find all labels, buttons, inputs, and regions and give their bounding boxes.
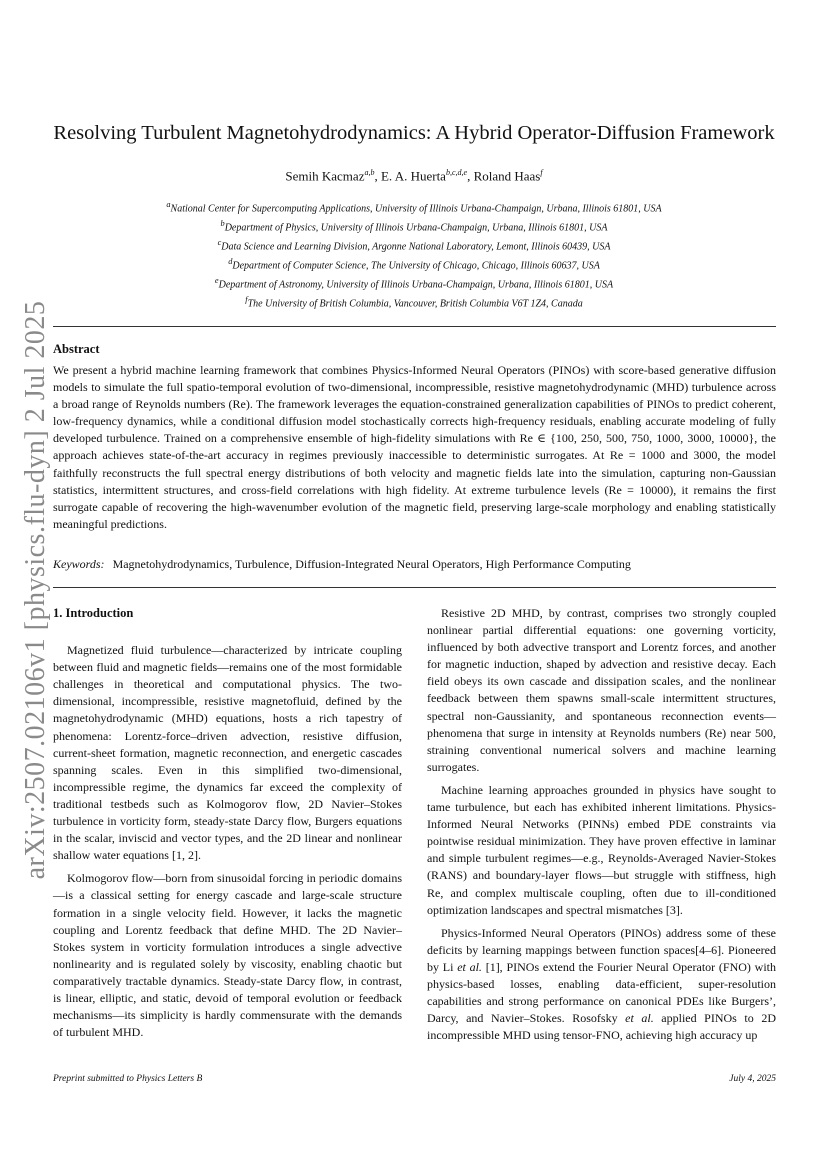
footer-journal: Preprint submitted to Physics Letters B [53, 1074, 203, 1084]
author-list [0, 168, 828, 184]
arxiv-identifier: arXiv:2507.02106v1 [physics.flu-dyn] 2 Jul 2025 [20, 300, 51, 880]
et-al-italic: et al. [457, 959, 482, 974]
intro-paragraph [427, 925, 776, 1045]
affiliation-text: The University of British Columbia, Vancouver, British Columbia V6T 1Z4, Canada [247, 297, 583, 309]
intro-paragraph: Kolmogorov flow—born from sinusoidal forcing in periodic domains—is a classical setting for energy cascade and large-scale structure formation in a single velocity field. However, it lacks the magnetic coupling and Lorentz feedback that define MHD. The 2D Navier–Stokes system in vorticity formulation introduces a single advective nonlinearity and is regulated solely by viscosity, enabling chaotic but comparatively tractable dynamics. Steady-state Darcy flow, in contrast, is linear, elliptic, and static, devoid of temporal evolution or feedback mechanisms—its simplicity is hardly commensurate with the demands of turbulent MHD. [53, 871, 402, 1040]
affiliation-line [0, 236, 828, 255]
abstract-heading: Abstract [53, 342, 100, 356]
keywords-label: Keywords: [53, 557, 105, 571]
affiliation-marker: e [214, 275, 219, 285]
paragraph-text: Physics-Informed Neural Operators (PINOs) address some of these deficits by learning mappings between function spaces[4–6]. Pioneered by Li [427, 925, 776, 974]
affiliation-marker: c [217, 237, 222, 247]
author-name: Semih Kacmaz [285, 168, 365, 184]
et-al-italic: et al. [625, 1011, 654, 1026]
affiliation-line [0, 217, 828, 236]
affiliation-text: Department of Computer Science, The University of Chicago, Chicago, Illinois 60637, USA [232, 260, 600, 272]
keywords-text: Magnetohydrodynamics, Turbulence, Diffusion-Integrated Neural Operators, High Performance Computing [112, 557, 631, 571]
abstract-text: We present a hybrid machine learning framework that combines Physics-Informed Neural Operators (PINOs) with score-based generative diffusion models to simulate the full spatio-temporal evolution of two-dimensional, incompressible, resistive magnetohydrodynamic (MHD) turbulence across a broad range of Reynolds numbers (Re). The framework leverages the equation-constrained generalization capabilities of PINOs to predict coherent, low-frequency dynamics, while a conditional diffusion model stochastically corrects high-frequency residuals, enabling accurate modeling of fully developed turbulence. Trained on a comprehensive ensemble of high-fidelity simulations with Re ∈ {100, 250, 500, 750, 1000, 3000, 10000}, the approach achieves state-of-the-art accuracy in regimes previously inaccessible to deterministic surrogates. At Re = 1000 and 3000, the model faithfully reconstructs the full spectral energy distributions of both velocity and magnetic fields late into the simulation, capturing non-Gaussian statistics, intermittent structures, and cross-field correlations with high fidelity. At extreme turbulence levels (Re = 10000), it remains the first surrogate capable of recovering the high-wavenumber evolution of the magnetic field, preserving large-scale morphology and enabling statistically meaningful predictions. [53, 363, 776, 531]
author-name: E. A. Huerta [380, 168, 446, 184]
affiliation-marker: d [228, 256, 233, 266]
affiliation-line [0, 255, 828, 274]
paragraph-text: applied PINOs to 2D incompressible MHD using tensor-FNO, achieving high accuracy up [427, 1011, 776, 1043]
arxiv-sidebar-stamp [17, 300, 55, 880]
affiliation-marker: f [245, 294, 248, 304]
footer-date: July 4, 2025 [729, 1074, 776, 1084]
affiliation-text: Department of Astronomy, University of Illinois Urbana-Champaign, Urbana, Illinois 61801, USA [218, 279, 614, 291]
intro-paragraph: Resistive 2D MHD, by contrast, comprises two strongly coupled nonlinear partial differential equations: one governing vorticity, influenced by both advective transport and Lorentz forces, and another for magnetic induction, shaped by advection and resistive decay. Each field obeys its own cascade and dissipation scales, and the nonlinear feedback between them spawns small-scale intermittent structures, spectral non-Gaussianity, and spontaneous reconnection events—phenomena that surge in intensity at Reynolds numbers (Re) near 500, straining conventional numerical solvers and machine learning surrogates. [427, 606, 776, 774]
affiliation-text: Department of Physics, University of Illinois Urbana-Champaign, Urbana, Illinois 61801, USA [224, 222, 608, 234]
paragraph-text: [1], PINOs extend the Fourier Neural Operator (FNO) with physics-based losses, enabling data-efficient, super-resolution capabilities and strong performance on canonical PDEs like Burgers’, Darcy, and Navier–Stokes. Rosofsky [427, 959, 776, 1026]
affiliation-line [0, 198, 828, 217]
intro-paragraph: Magnetized fluid turbulence—characterized by intricate coupling between fluid and magnetic fields—remains one of the most formidable challenges in theoretical and computational physics. The two-dimensional, incompressible, resistive magnetofluid, defined by the magnetohydrodynamic (MHD) equations, hosts a rich tapestry of phenomena: Lorentz-force–driven advection, resistive diffusion, current-sheet formation, magnetic reconnection, and energetic cascades spanning scales. Even in this simplified two-dimensional, incompressible regime, the dynamics far exceed the complexity of traditional testbeds such as Kolmogorov flow, 2D Navier–Stokes turbulence in vorticity form, steady-state Darcy flow, Burgers equations in the scalar, inviscid and vector types, and the 2D linear and nonlinear shallow water equations [1, 2]. [53, 643, 402, 863]
intro-paragraph: Machine learning approaches grounded in physics have sought to tame turbulence, but each has exhibited inherent limitations. Physics-Informed Neural Networks (PINNs) embed PDE constraints via pointwise residual minimization. They have proven effective in laminar and simple turbulent regimes—e.g., Reynolds-Averaged Navier-Stokes (RANS) and boundary-layer flows—but struggle with stiffness, high Re, and complex multiscale coupling, often due to ill-conditioned optimization landscapes and spectral mismatches [3]. [427, 782, 776, 917]
affiliation-line [0, 274, 828, 293]
bottom-divider [53, 587, 776, 588]
affiliation-marker: a [166, 200, 171, 209]
keywords-line [53, 557, 776, 572]
author-separator: , [467, 168, 474, 184]
affiliation-text: National Center for Supercomputing Applications, University of Illinois Urbana-Champaign, Urbana, Illinois 61801, USA [170, 203, 662, 215]
top-divider [53, 326, 776, 327]
affiliation-line [0, 293, 828, 312]
affiliation-list [0, 198, 828, 312]
right-column [427, 605, 776, 1050]
author-separator: , [374, 168, 381, 184]
paper-title: Resolving Turbulent Magnetohydrodynamics: A Hybrid Operator-Diffusion Framework [53, 122, 775, 144]
section-heading-introduction: 1. Introduction [53, 606, 134, 620]
author-affiliation-marker: b,c,d,e [445, 168, 468, 177]
author-affiliation-marker: f [540, 168, 543, 177]
affiliation-text: Data Science and Learning Division, Argonne National Laboratory, Lemont, Illinois 60439, USA [221, 241, 611, 253]
affiliation-marker: b [220, 218, 225, 228]
author-affiliation-marker: a,b [364, 168, 375, 177]
left-column [53, 605, 402, 1047]
author-name: Roland Haas [473, 168, 541, 184]
